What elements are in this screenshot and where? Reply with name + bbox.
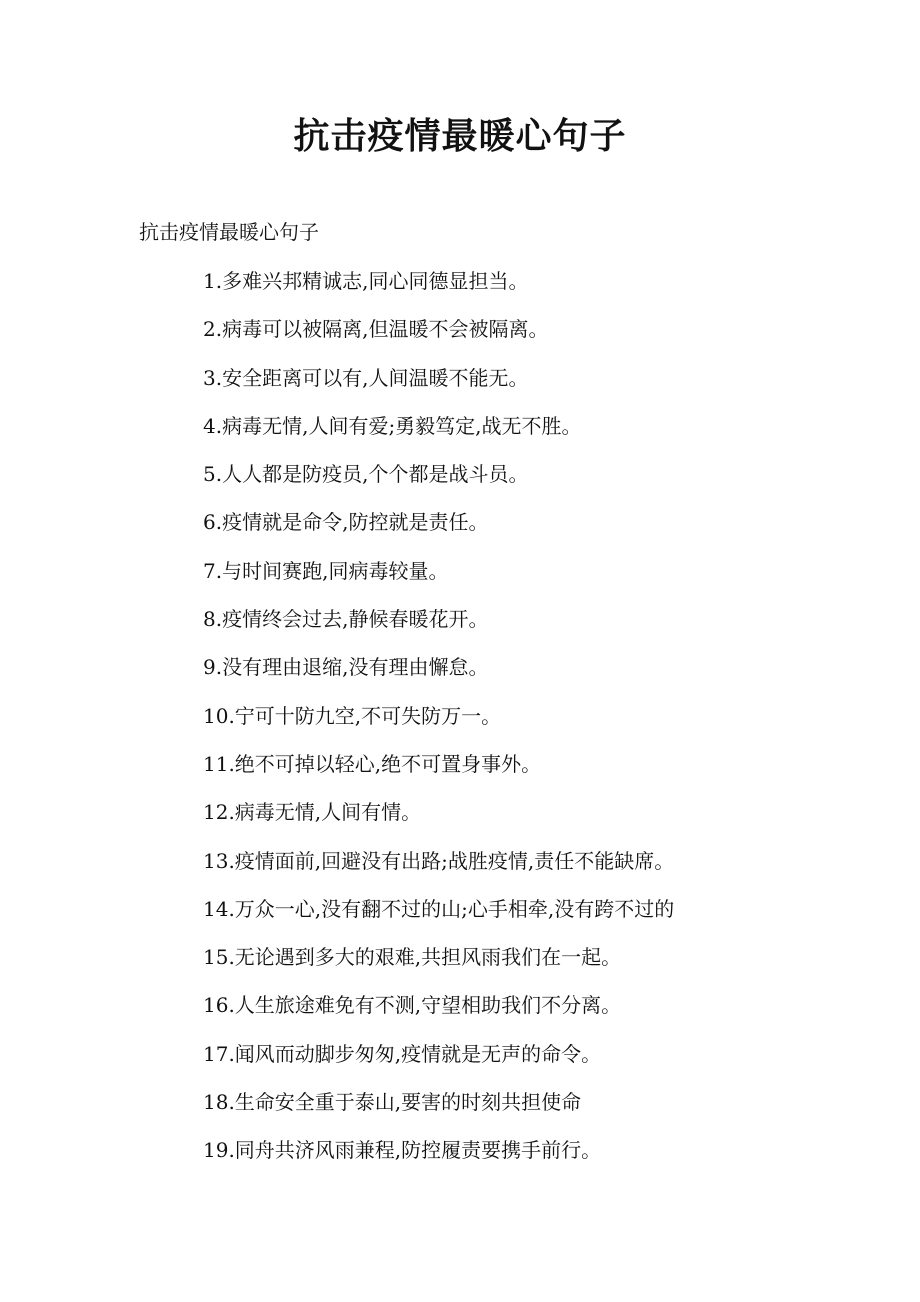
sentence-item: 14.万众一心,没有翻不过的山;心手相牵,没有跨不过的	[203, 896, 675, 921]
sentence-item: 11.绝不可掉以轻心,绝不可置身事外。	[203, 751, 542, 776]
sentence-item: 13.疫情面前,回避没有出路;战胜疫情,责任不能缺席。	[203, 848, 675, 873]
sentence-item: 6.疫情就是命令,防控就是责任。	[203, 510, 489, 535]
sentence-item: 18.生命安全重于泰山,要害的时刻共担使命	[203, 1090, 582, 1115]
sentence-item: 7.与时间赛跑,同病毒较量。	[203, 558, 449, 583]
sentence-item: 1.多难兴邦精诚志,同心同德显担当。	[203, 269, 529, 293]
sentence-item: 12.病毒无情,人间有情。	[203, 800, 422, 825]
document-subtitle: 抗击疫情最暖心句子	[139, 220, 319, 244]
sentence-list	[203, 265, 674, 1183]
sentence-item: 2.病毒可以被隔离,但温暖不会被隔离。	[203, 317, 549, 342]
sentence-item: 8.疫情终会过去,静候春暖花开。	[203, 607, 489, 632]
sentence-item: 16.人生旅途难免有不测,守望相助我们不分离。	[203, 993, 622, 1018]
sentence-item: 9.没有理由退缩,没有理由懈怠。	[203, 655, 489, 680]
sentence-item: 10.宁可十防九空,不可失防万一。	[203, 703, 502, 728]
sentence-item: 4.病毒无情,人间有爱;勇毅笃定,战无不胜。	[203, 413, 582, 438]
sentence-item: 3.安全距离可以有,人间温暖不能无。	[203, 365, 529, 390]
sentence-item: 17.闻风而动脚步匆匆,疫情就是无声的命令。	[203, 1041, 602, 1066]
sentence-item: 15.无论遇到多大的艰难,共担风雨我们在一起。	[203, 945, 622, 970]
sentence-item: 5.人人都是防疫员,个个都是战斗员。	[203, 462, 529, 487]
sentence-item: 19.同舟共济风雨兼程,防控履责要携手前行。	[203, 1138, 602, 1163]
document-title: 抗击疫情最暖心句子	[293, 115, 627, 157]
